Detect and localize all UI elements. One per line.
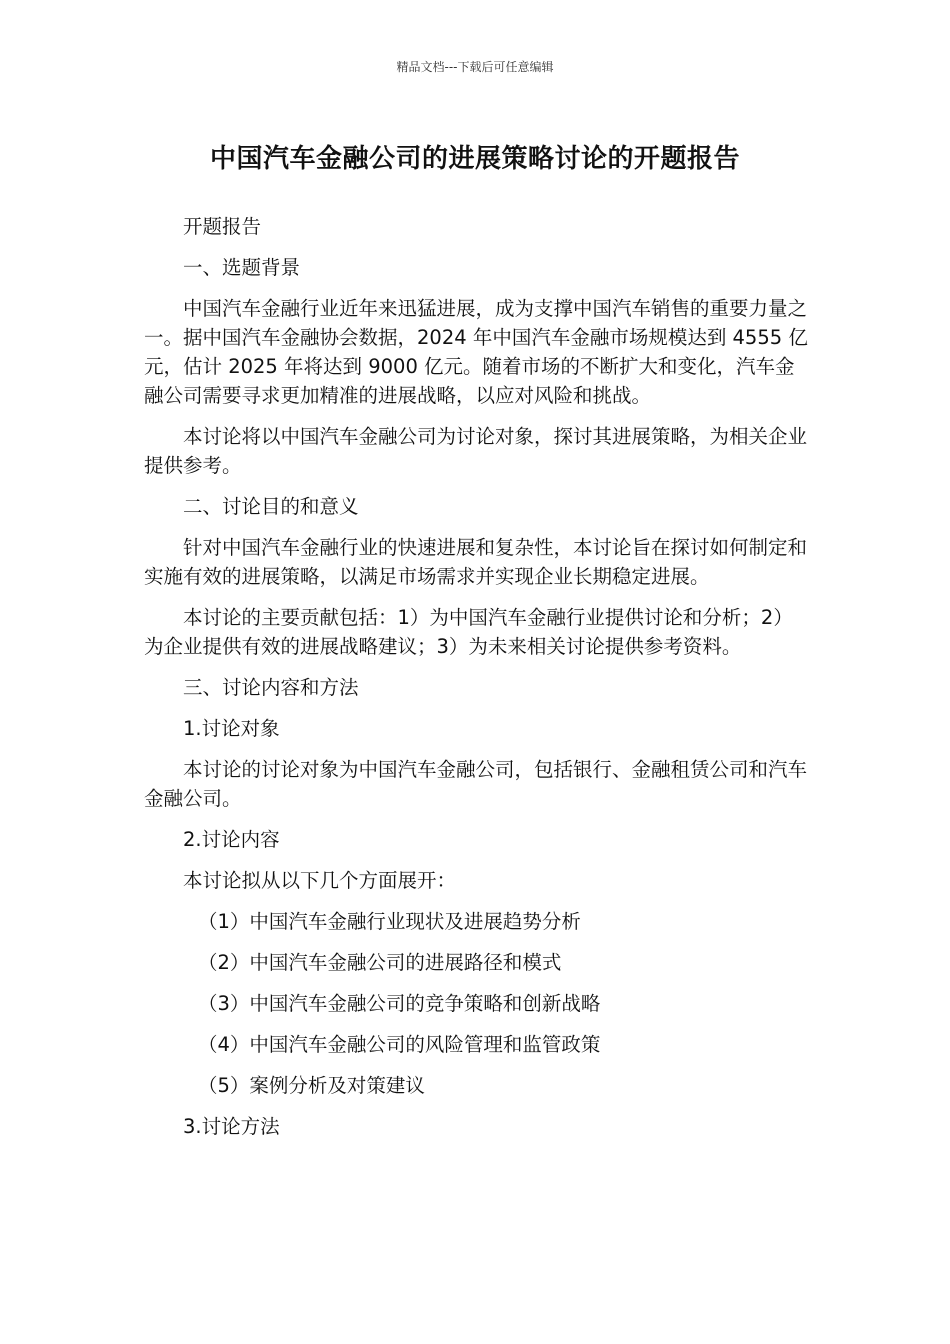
subheading-research-object: 1.讨论对象 — [183, 717, 280, 740]
paragraph-content-intro: 本讨论拟从以下几个方面展开： — [183, 869, 457, 892]
list-item: （5）案例分析及对策建议 — [198, 1074, 425, 1097]
paragraph-contributions: 本讨论的主要贡献包括：1）为中国汽车金融行业提供讨论和分析；2）为企业提供有效的进展战略建议；3）为未来相关讨论提供参考资料。 — [144, 606, 793, 658]
list-item: （4）中国汽车金融公司的风险管理和监管政策 — [198, 1033, 601, 1056]
list-item: （2）中国汽车金融公司的进展路径和模式 — [198, 951, 562, 974]
list-item: （1）中国汽车金融行业现状及进展趋势分析 — [198, 910, 581, 933]
section-heading-purpose: 二、讨论目的和意义 — [183, 495, 359, 518]
section-heading-background: 一、选题背景 — [183, 256, 301, 279]
section-heading-report: 开题报告 — [183, 215, 262, 238]
paragraph-purpose: 针对中国汽车金融行业的快速进展和复杂性，本讨论旨在探讨如何制定和实施有效的进展策略，以满足市场需求并实现企业长期稳定进展。 — [144, 536, 808, 588]
paragraph-research-object: 本讨论的讨论对象为中国汽车金融公司，包括银行、金融租赁公司和汽车金融公司。 — [144, 758, 808, 810]
subheading-research-method: 3.讨论方法 — [183, 1115, 280, 1138]
paragraph-background: 中国汽车金融行业近年来迅猛进展，成为支撑中国汽车销售的重要力量之一。据中国汽车金融协会数据，2024 年中国汽车金融市场规模达到 4555 亿元，估计 2025 年将达到 9000 亿元。随着市场的不断扩大和变化，汽车金融公司需要寻求更加精准的进展战略，以应对风险和挑战。 — [144, 297, 808, 407]
paragraph-research-scope: 本讨论将以中国汽车金融公司为讨论对象，探讨其进展策略，为相关企业提供参考。 — [144, 425, 808, 477]
document-body — [144, 212, 808, 1153]
document-title: 中国汽车金融公司的进展策略讨论的开题报告 — [209, 144, 740, 174]
list-item: （3）中国汽车金融公司的竞争策略和创新战略 — [198, 992, 601, 1015]
header-note: 精品文档---下载后可任意编辑 — [396, 60, 554, 74]
subheading-research-content: 2.讨论内容 — [183, 828, 280, 851]
section-heading-content-method: 三、讨论内容和方法 — [183, 676, 359, 699]
